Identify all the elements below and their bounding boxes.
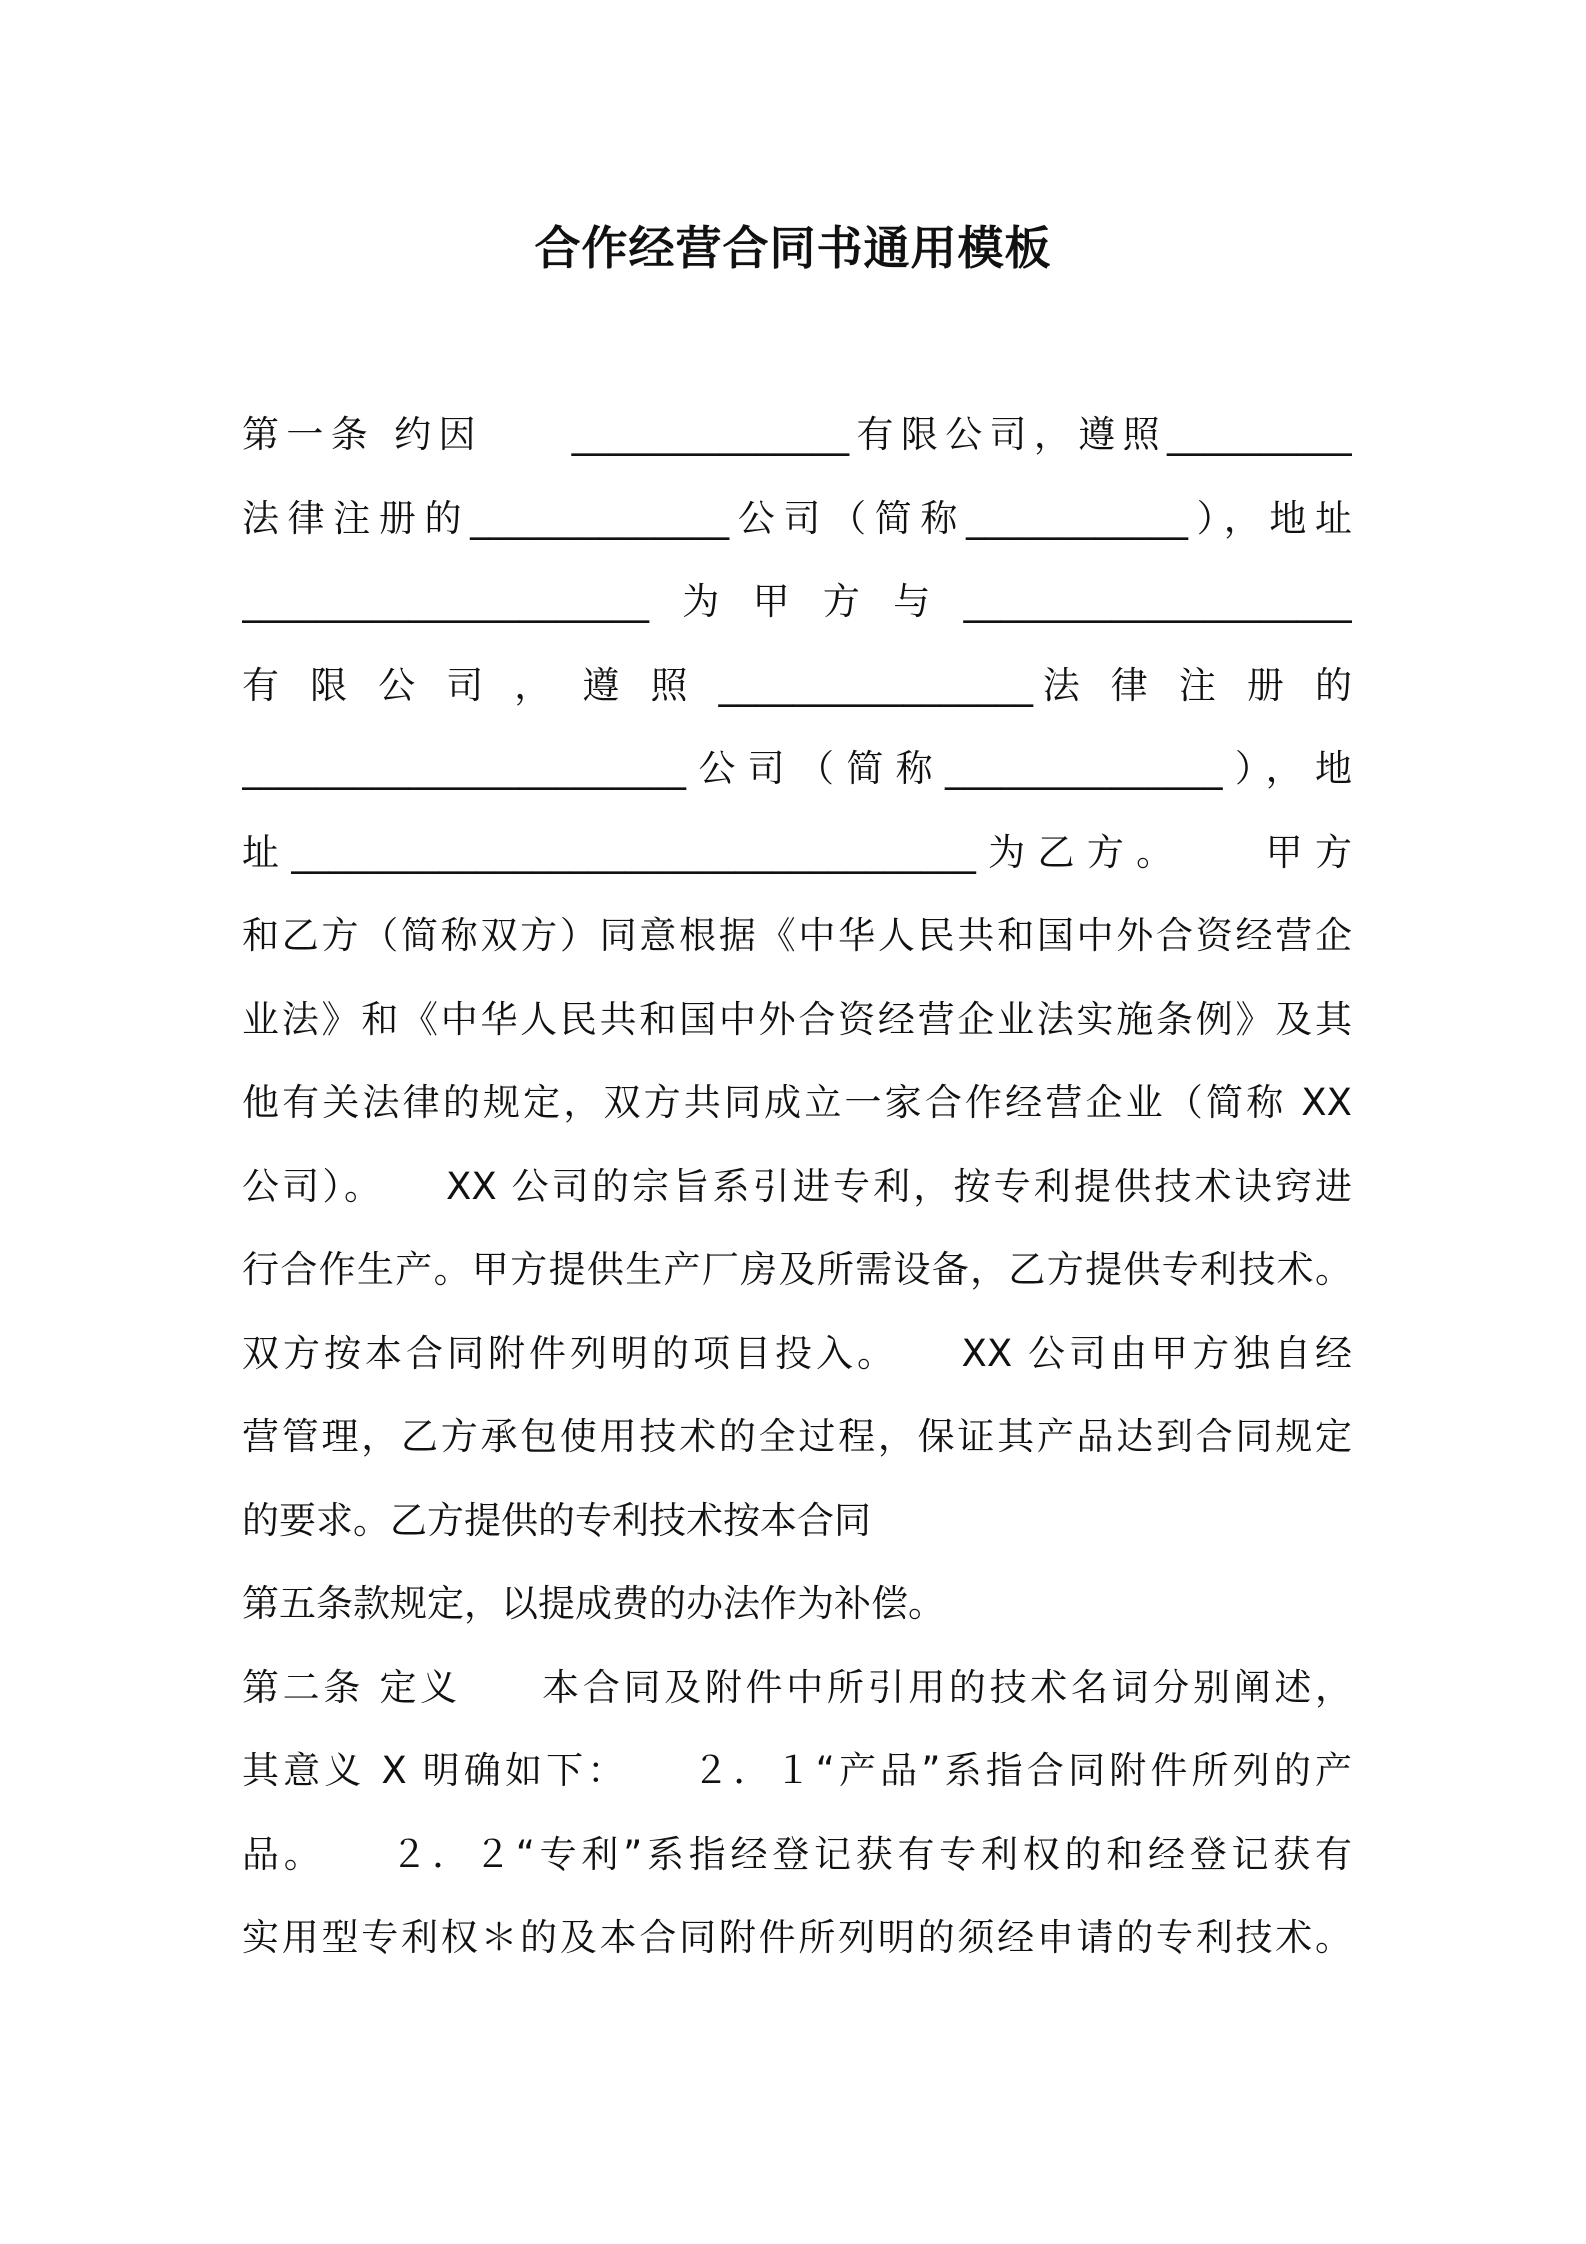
text-line: 址_____________________________________为乙方。 甲方 — [242, 830, 1352, 874]
text-line: 业法》和《中华人民共和国中外合资经营企业法实施条例》及其 — [242, 997, 1352, 1041]
text-line: 第二条 定义 本合同及附件中所引用的技术名词分别阐述， — [242, 1665, 1352, 1709]
text-line: 品。 ２．２“专利”系指经登记获有专利权的和经登记获有 — [242, 1832, 1352, 1876]
text-line: 有 限 公 司 ， 遵 照 _________________法 律 注 册 的 — [242, 663, 1352, 707]
text-line: ______________________为甲方与_____________________ — [242, 580, 1352, 623]
document-title: 合作经营合同书通用模板 — [534, 221, 1052, 275]
text-line: 第五条款规定，以提成费的办法作为补偿。 — [242, 1582, 945, 1625]
contract-body — [242, 404, 1352, 1991]
text-line: ________________________公司（简称_______________），地 — [242, 747, 1352, 790]
text-line: 法律注册的______________公司（简称____________），地址 — [242, 496, 1352, 540]
text-line: 公司）。 XX 公司的宗旨系引进专利，按专利提供技术诀窍进 — [242, 1164, 1352, 1208]
text-line: 双方按本合同附件列明的项目投入。 XX 公司由甲方独自经 — [242, 1331, 1352, 1375]
text-line: 他有关法律的规定，双方共同成立一家合作经营企业（简称 XX — [242, 1081, 1352, 1124]
text-line: 行合作生产。甲方提供生产厂房及所需设备，乙方提供专利技术。 — [242, 1248, 1352, 1291]
text-line: 其意义 X 明确如下： ２．１“产品”系指合同附件所列的产 — [242, 1749, 1352, 1792]
text-line: 的要求。乙方提供的专利技术按本合同 — [242, 1498, 871, 1542]
text-line: 营管理，乙方承包使用技术的全过程，保证其产品达到合同规定 — [242, 1415, 1352, 1458]
text-line: 和乙方（简称双方）同意根据《中华人民共和国中外合资经营企 — [242, 914, 1352, 957]
text-line: 实用型专利权＊的及本合同附件所列明的须经申请的专利技术。 — [242, 1916, 1352, 1959]
text-line: 第一条 约因 _______________有限公司，遵照__________ — [242, 413, 1352, 456]
